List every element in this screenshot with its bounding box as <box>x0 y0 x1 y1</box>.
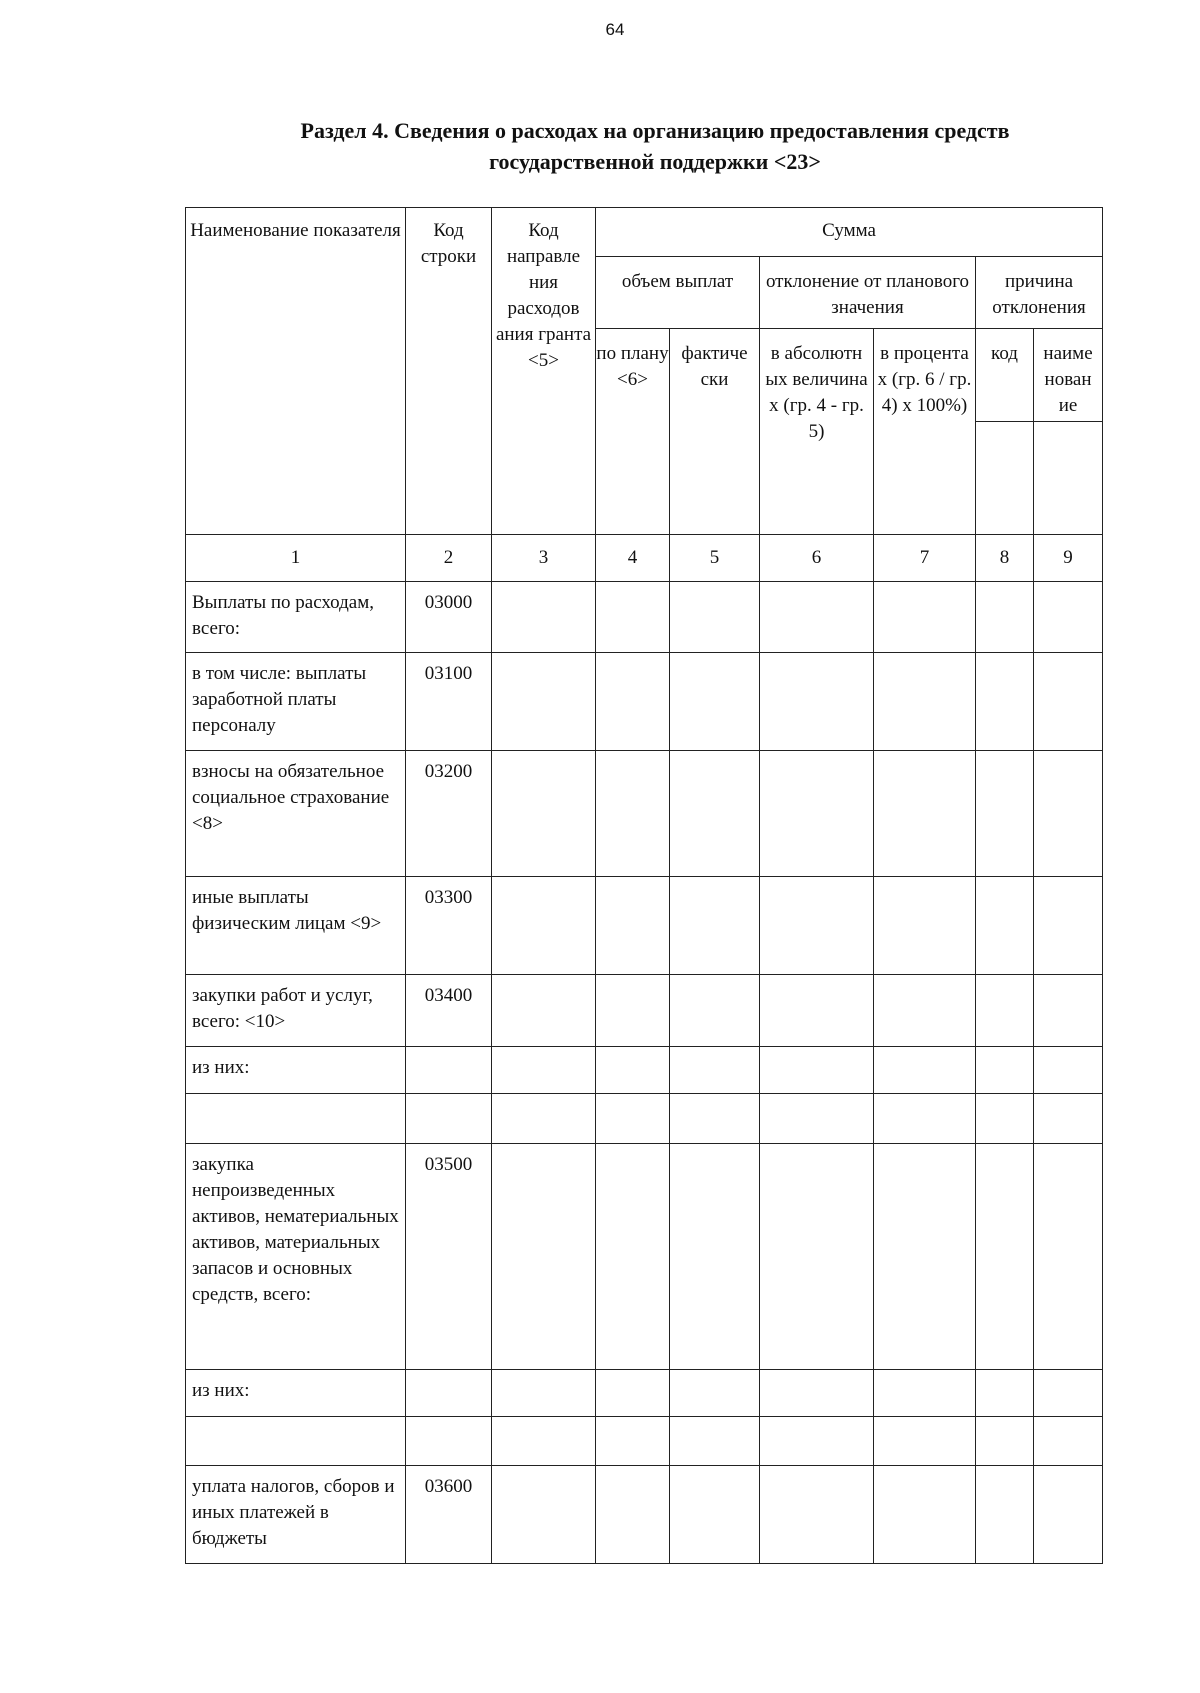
header-reason-code-blank <box>976 422 1034 535</box>
row-name: Выплаты по расходам, всего: <box>186 582 406 653</box>
header-actual: фактиче ски <box>670 329 760 535</box>
table-cell <box>1034 751 1103 877</box>
table-cell <box>976 877 1034 975</box>
table-cell <box>596 653 670 751</box>
table-cell <box>874 877 976 975</box>
table-cell <box>670 1144 760 1370</box>
table-cell <box>596 751 670 877</box>
table-cell <box>760 1094 874 1144</box>
table-cell <box>976 653 1034 751</box>
table-cell <box>874 1370 976 1417</box>
row-code <box>406 1370 492 1417</box>
column-number: 5 <box>670 535 760 582</box>
table-cell <box>596 1466 670 1564</box>
row-name: взносы на обязательное социальное страхование <8> <box>186 751 406 877</box>
column-number: 3 <box>492 535 596 582</box>
table-cell <box>492 975 596 1047</box>
table-cell <box>492 653 596 751</box>
table-cell <box>670 1047 760 1094</box>
table-cell <box>492 1417 596 1466</box>
row-code <box>406 1047 492 1094</box>
table-cell <box>670 1370 760 1417</box>
table-cell <box>492 1094 596 1144</box>
table-row <box>186 975 1103 1047</box>
row-name: иные выплаты физическим лицам <9> <box>186 877 406 975</box>
page-number: 64 <box>605 20 625 39</box>
row-name <box>186 1417 406 1466</box>
table-cell <box>760 751 874 877</box>
table-cell <box>670 751 760 877</box>
table-cell <box>976 1094 1034 1144</box>
table-cell <box>760 1047 874 1094</box>
table-cell <box>492 582 596 653</box>
table-cell <box>492 751 596 877</box>
header-deviation-percent: в процента х (гр. 6 / гр. 4) х 100%) <box>874 329 976 535</box>
table-cell <box>976 1370 1034 1417</box>
row-code: 03400 <box>406 975 492 1047</box>
table-cell <box>874 582 976 653</box>
table-cell <box>976 1466 1034 1564</box>
row-code: 03600 <box>406 1466 492 1564</box>
table-row <box>186 1094 1103 1144</box>
table-cell <box>1034 1144 1103 1370</box>
row-code <box>406 1417 492 1466</box>
table-row <box>186 1417 1103 1466</box>
header-reason: причина отклонения <box>976 257 1103 329</box>
table-cell <box>976 1144 1034 1370</box>
header-reason-name: наиме нован ие <box>1034 329 1103 422</box>
table-cell <box>874 1094 976 1144</box>
table-cell <box>1034 1047 1103 1094</box>
table-cell <box>976 975 1034 1047</box>
row-name: уплата налогов, сборов и иных платежей в бюджеты <box>186 1466 406 1564</box>
row-code: 03000 <box>406 582 492 653</box>
row-name: закупка непроизведенных активов, нематериальных активов, материальных запасов и основных средств, всего: <box>186 1144 406 1370</box>
table-cell <box>760 653 874 751</box>
header-deviation-absolute: в абсолютн ых величина х (гр. 4 - гр. 5) <box>760 329 874 535</box>
table-cell <box>596 877 670 975</box>
table-row <box>186 1370 1103 1417</box>
table-cell <box>670 1466 760 1564</box>
column-number: 8 <box>976 535 1034 582</box>
table-row <box>186 1047 1103 1094</box>
section-title-line1: Раздел 4. Сведения о расходах на организацию предоставления средств <box>300 118 1010 143</box>
table-cell <box>670 1094 760 1144</box>
table-cell <box>976 582 1034 653</box>
table-cell <box>1034 1370 1103 1417</box>
header-payments-volume: объем выплат <box>596 257 760 329</box>
table-cell <box>760 975 874 1047</box>
table-row <box>186 1466 1103 1564</box>
column-number-row <box>186 535 1103 582</box>
column-number: 6 <box>760 535 874 582</box>
header-sum: Сумма <box>596 208 1103 257</box>
table-cell <box>874 653 976 751</box>
row-name <box>186 1094 406 1144</box>
table-cell <box>596 975 670 1047</box>
table-cell <box>874 1144 976 1370</box>
table-row <box>186 1144 1103 1370</box>
row-name: из них: <box>186 1047 406 1094</box>
row-code: 03200 <box>406 751 492 877</box>
table-cell <box>492 1466 596 1564</box>
table-cell <box>760 1466 874 1564</box>
table-cell <box>1034 877 1103 975</box>
table-cell <box>976 1047 1034 1094</box>
table-cell <box>760 1370 874 1417</box>
column-number: 7 <box>874 535 976 582</box>
table-cell <box>1034 653 1103 751</box>
row-code: 03300 <box>406 877 492 975</box>
table-row <box>186 877 1103 975</box>
table-cell <box>670 653 760 751</box>
column-number: 4 <box>596 535 670 582</box>
table-cell <box>492 1047 596 1094</box>
table-cell <box>1034 1417 1103 1466</box>
table-cell <box>874 1417 976 1466</box>
header-by-plan: по плану <6> <box>596 329 670 535</box>
table-cell <box>670 975 760 1047</box>
table-cell <box>492 1144 596 1370</box>
row-code <box>406 1094 492 1144</box>
header-reason-code: код <box>976 329 1034 422</box>
header-deviation: отклонение от планового значения <box>760 257 976 329</box>
table-cell <box>492 877 596 975</box>
table-cell <box>596 1144 670 1370</box>
table-cell <box>596 1094 670 1144</box>
header-row-code: Код строки <box>406 208 492 535</box>
table-cell <box>670 582 760 653</box>
table-cell <box>976 1417 1034 1466</box>
table-row <box>186 751 1103 877</box>
table-cell <box>874 751 976 877</box>
row-name: из них: <box>186 1370 406 1417</box>
table-cell <box>760 1417 874 1466</box>
row-name: закупки работ и услуг, всего: <10> <box>186 975 406 1047</box>
column-number: 2 <box>406 535 492 582</box>
table-cell <box>760 582 874 653</box>
table-cell <box>1034 975 1103 1047</box>
header-reason-name-blank <box>1034 422 1103 535</box>
row-code: 03500 <box>406 1144 492 1370</box>
row-name: в том числе: выплаты заработной платы персоналу <box>186 653 406 751</box>
table-cell <box>760 877 874 975</box>
table-cell <box>874 1466 976 1564</box>
header-expense-code: Код направле ния расходов ания гранта <5> <box>492 208 596 535</box>
table-cell <box>596 1417 670 1466</box>
table-cell <box>760 1144 874 1370</box>
section-title <box>240 115 1070 177</box>
table-cell <box>874 975 976 1047</box>
table-cell <box>492 1370 596 1417</box>
table-cell <box>596 1047 670 1094</box>
column-number: 9 <box>1034 535 1103 582</box>
table-cell <box>596 1370 670 1417</box>
table-cell <box>874 1047 976 1094</box>
table-row <box>186 582 1103 653</box>
table-cell <box>1034 1466 1103 1564</box>
table-cell <box>596 582 670 653</box>
expenses-table <box>185 207 1103 1564</box>
row-code: 03100 <box>406 653 492 751</box>
table-cell <box>1034 582 1103 653</box>
section-title-line2: государственной поддержки <23> <box>489 149 821 174</box>
header-indicator-name: Наименование показателя <box>186 208 406 535</box>
table-row <box>186 653 1103 751</box>
table-cell <box>1034 1094 1103 1144</box>
column-number: 1 <box>186 535 406 582</box>
table-cell <box>670 877 760 975</box>
table-cell <box>976 751 1034 877</box>
table-cell <box>670 1417 760 1466</box>
